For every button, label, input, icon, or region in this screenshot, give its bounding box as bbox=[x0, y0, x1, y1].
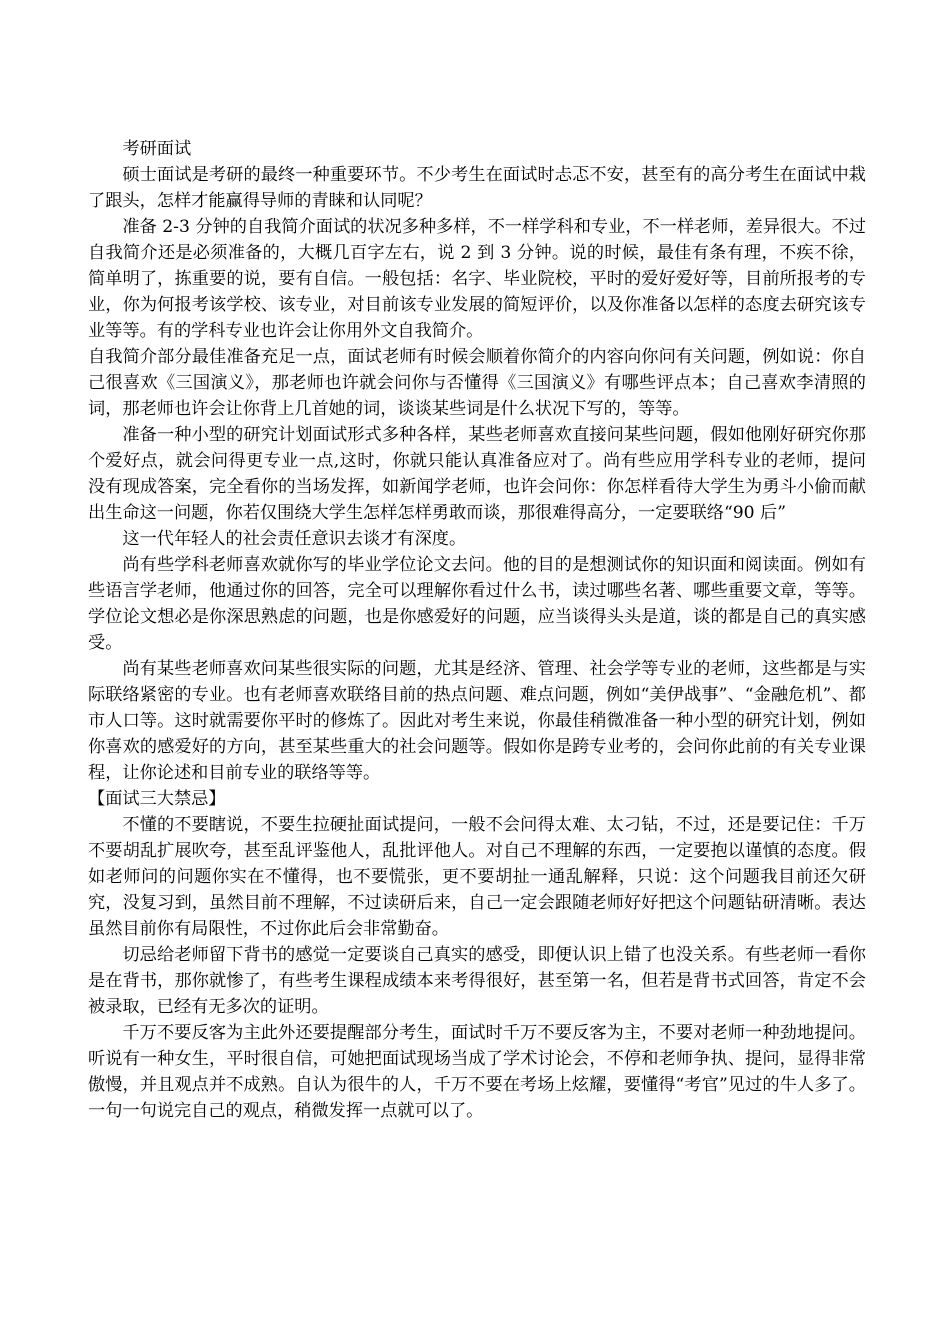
paragraph-taboo-no-role-reversal: 千万不要反客为主此外还要提醒部分考生，面试时千万不要反客为主，不要对老师一种劲地提问。听说有一种女生，平时很自信，可她把面试现场当成了学术讨论会，不停和老师争执、提问，显得非常傲慢，并且观点并不成熟。自认为很牛的人，千万不要在考场上炫耀，要懂得“考官”见过的牛人多了。一句一句说完自己的观点，稍微发挥一点就可以了。 bbox=[88, 1023, 866, 1121]
paragraph-thesis-questions: 尚有些学科老师喜欢就你写的毕业学位论文去问。他的目的是想测试你的知识面和阅读面。例如有些语言学老师，他通过你的回答，完全可以理解你看过什么书，读过哪些名著、哪些重要文章，等等。学位论文想必是你深思熟虑的问题，也是你感爱好的问题，应当谈得头头是道，谈的都是自己的真实感受。 bbox=[88, 555, 866, 653]
paragraph-taboo-no-memorizing: 切忌给老师留下背书的感觉一定要谈自己真实的感受，即便认识上错了也没关系。有些老师一看你是在背书，那你就惨了，有些考生课程成绩本来考得很好，甚至第一名，但若是背书式回答，肯定不会被录取，已经有无多次的证明。 bbox=[88, 945, 866, 1017]
paragraph-taboo-no-nonsense: 不懂的不要瞎说，不要生拉硬扯面试提问，一般不会问得太难、太刁钻，不过，还是要记住：千万不要胡乱扩展吹夸，甚至乱评鉴他人，乱批评他人。对自己不理解的东西，一定要抱以谨慎的态度。假如老师问的问题你实在不懂得，也不要慌张，更不要胡扯一通乱解释，只说：这个问题我目前还欠研究，没复习到，虽然目前不理解，不过读研后来，自己一定会跟随老师好好把这个问题钻研清晰。表达虽然目前你有局限性，不过你此后会非常勤奋。 bbox=[88, 815, 866, 939]
document-title: 考研面试 bbox=[122, 139, 192, 159]
paragraph-self-introduction: 准备 2-3 分钟的自我简介面试的状况多种多样，不一样学科和专业，不一样老师，差异很大。不过自我简介还是必须准备的，大概几百字左右，说 2 到 3 分钟。说的时候，最佳有条有理，不疾不徐，简单明了，拣重要的说，要有自信。一般包括：名字、毕业院校，平时的爱好爱好等，目前所报考的专业，你为何报考该学校、该专业，对目前该专业发展的简短评价，以及你准备以怎样的态度去研究该专业等等。有的学科专业也许会让你用外文自我简介。 bbox=[88, 217, 866, 341]
paragraph-social-responsibility: 这一代年轻人的社会责任意识去谈才有深度。 bbox=[122, 529, 467, 549]
paragraph-research-plan: 准备一种小型的研究计划面试形式多种各样，某些老师喜欢直接问某些问题，假如他刚好研究你那个爱好点，就会问得更专业一点,这时，你就只能认真准备应对了。尚有些应用学科专业的老师，提问没有现成答案，完全看你的当场发挥，如新闻学老师，也许会问你：你怎样看待大学生为勇斗小偷而献出生命这一问题，你若仅围绕大学生怎样怎样勇敢而谈，那很难得高分，一定要联络“90 后” bbox=[88, 425, 866, 523]
section-heading-taboos: 【面试三大禁忌】 bbox=[88, 789, 226, 809]
paragraph-intro: 硕士面试是考研的最终一种重要环节。不少考生在面试时忐忑不安，甚至有的高分考生在面试中栽了跟头，怎样才能赢得导师的青睐和认同呢？ bbox=[88, 165, 866, 211]
paragraph-self-introduction-detail: 自我简介部分最佳准备充足一点，面试老师有时候会顺着你简介的内容向你问有关问题，例如说：你自己很喜欢《三国演义》，那老师也许就会问你与否懂得《三国演义》有哪些评点本；自己喜欢李清照的词，那老师也许会让你背上几首她的词，谈谈某些词是什么状况下写的，等等。 bbox=[88, 347, 866, 419]
document-body bbox=[88, 136, 866, 1124]
paragraph-practical-questions: 尚有某些老师喜欢问某些很实际的问题，尤其是经济、管理、社会学等专业的老师，这些都是与实际联络紧密的专业。也有老师喜欢联络目前的热点问题、难点问题，例如“美伊战事”、“金融危机”、都市人口等。这时就需要你平时的修炼了。因此对考生来说，你最佳稍微准备一种小型的研究计划，例如你喜欢的感爱好的方向，甚至某些重大的社会问题等。假如你是跨专业考的，会问你此前的有关专业课程，让你论述和目前专业的联络等等。 bbox=[88, 659, 866, 783]
